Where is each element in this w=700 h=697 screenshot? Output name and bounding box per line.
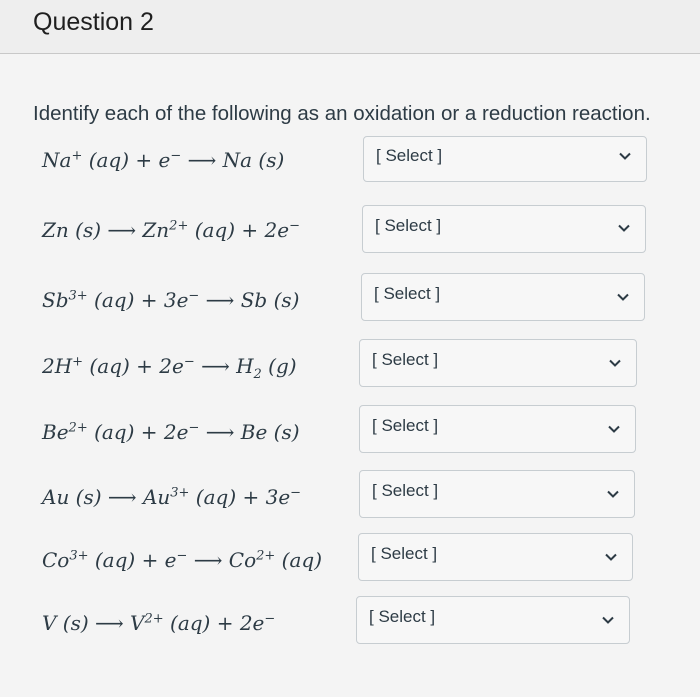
reaction-equation: Au (s) ⟶ $Au^{3+}$ (aq) + 3e− [42,485,302,509]
reaction-select[interactable]: [ Select ] [362,205,646,253]
reaction-equation: $Co^{3+}$ (aq) + e− ⟶ $Co^{2+}$ (aq) [42,548,323,572]
chevron-down-icon [604,550,618,564]
question-body [0,54,700,697]
reaction-equation: $Be^{2+}$ (aq) + 2e− ⟶ Be (s) [42,420,300,444]
chevron-down-icon [608,356,622,370]
chevron-down-icon [601,613,615,627]
question-prompt: Identify each of the following as an oxidation or a reduction reaction. [33,102,651,125]
reaction-select[interactable]: [ Select ] [363,136,647,182]
reaction-select[interactable]: [ Select ] [359,405,636,453]
chevron-down-icon [606,487,620,501]
reaction-select[interactable]: [ Select ] [359,339,637,387]
reaction-equation: $Sb^{3+}$ (aq) + 3e− ⟶ Sb (s) [42,288,300,312]
reaction-select[interactable]: [ Select ] [361,273,645,321]
reaction-equation: V (s) ⟶ $V^{2+}$ (aq) + 2e− [42,611,276,635]
reaction-select[interactable]: [ Select ] [356,596,630,644]
reaction-select[interactable]: [ Select ] [359,470,635,518]
chevron-down-icon [607,422,621,436]
chevron-down-icon [618,149,632,163]
chevron-down-icon [616,290,630,304]
reaction-select[interactable]: [ Select ] [358,533,633,581]
question-title: Question 2 [33,8,154,36]
reaction-equation: Na+ (aq) + e− ⟶ Na (s) [42,148,285,172]
question-header [0,0,700,54]
reaction-equation: 2H+ (aq) + 2e− ⟶ $H_2$ (g) [42,354,297,382]
reaction-equation: Zn (s) ⟶ $Zn^{2+}$ (aq) + 2e− [42,218,300,242]
chevron-down-icon [617,221,631,235]
